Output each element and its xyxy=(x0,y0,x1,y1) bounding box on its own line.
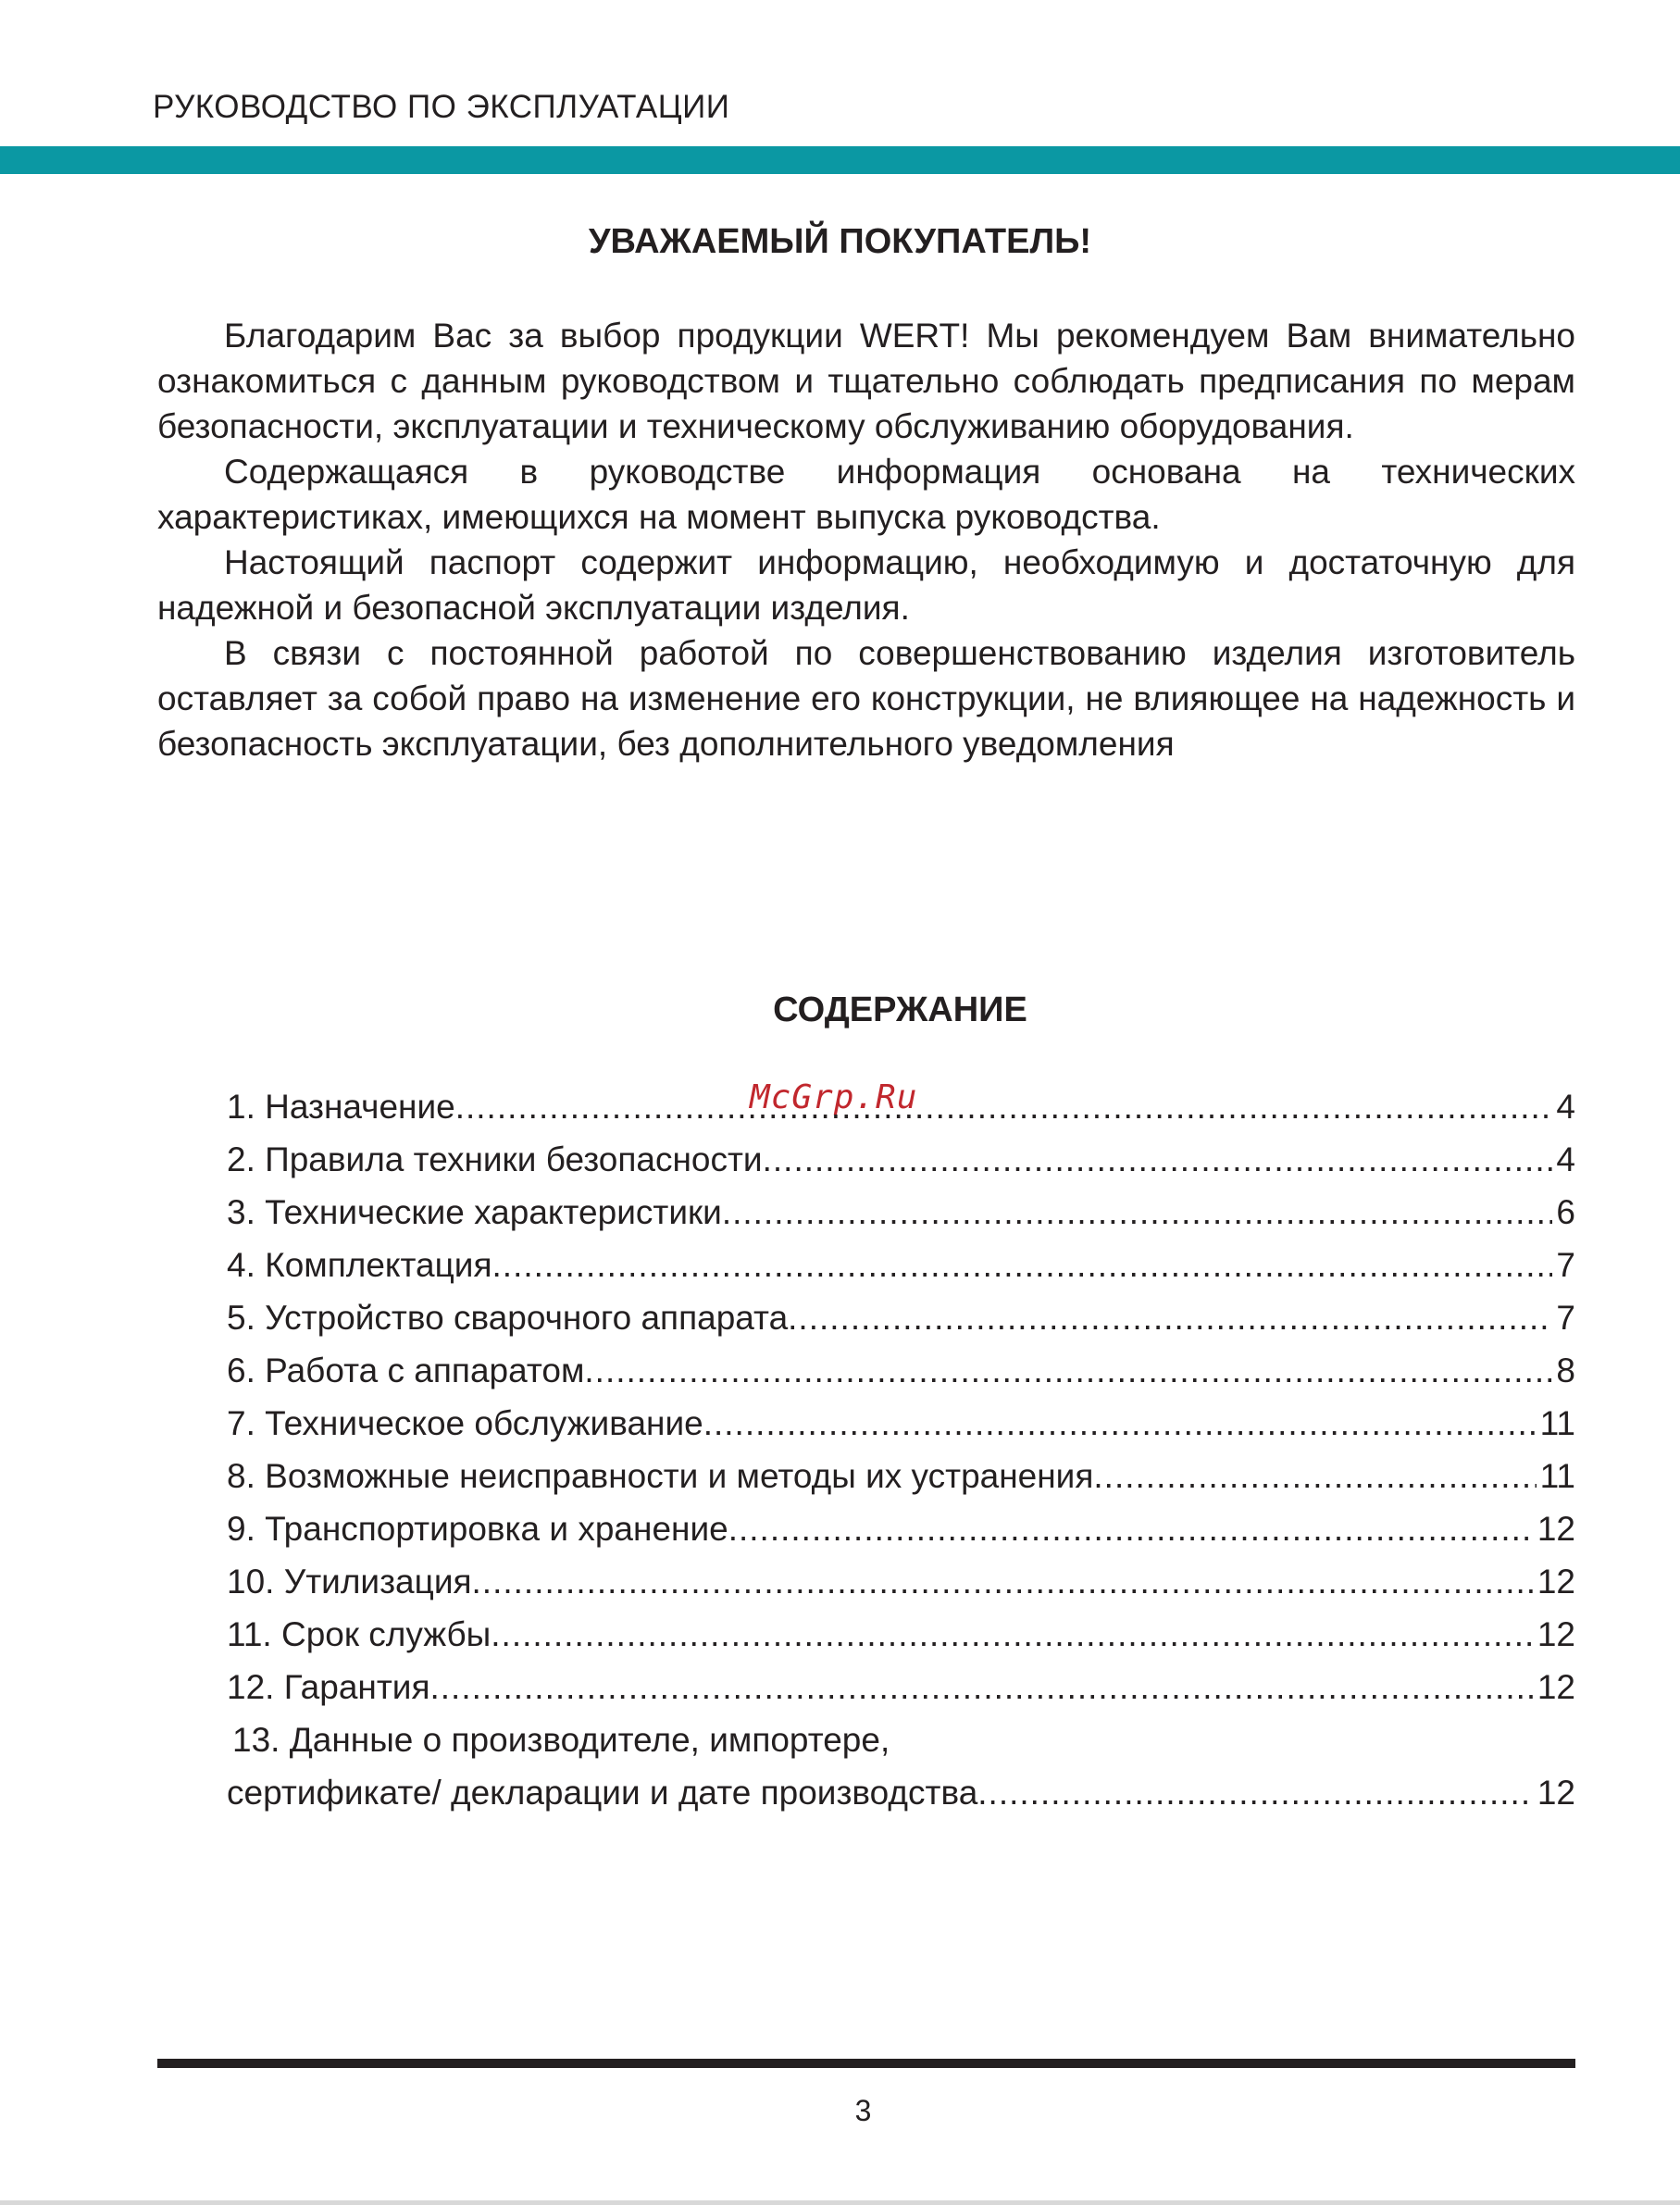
toc-leader-dots xyxy=(491,1615,1534,1654)
toc-item[interactable] xyxy=(227,1457,1575,1510)
toc-item[interactable] xyxy=(227,1615,1575,1668)
toc-item[interactable] xyxy=(227,1088,1575,1140)
toc-item-label: 7. Техническое обслуживание xyxy=(227,1404,703,1442)
toc-item-page: 12 xyxy=(1537,1615,1575,1653)
toc-item-label: 5. Устройство сварочного аппарата xyxy=(227,1299,789,1337)
toc-item-page: 11 xyxy=(1539,1457,1575,1495)
intro-paragraph: Благодарим Вас за выбор продукции WERT! Мы рекомендуем Вам внимательно ознакомиться с данным руководством и тщательно соблюдать предписания по мерам безопасности, эксплуатации и техническому обслуживанию оборудования. xyxy=(157,317,1575,445)
toc-item[interactable] xyxy=(227,1193,1575,1246)
toc-item-page: 6 xyxy=(1556,1193,1575,1231)
toc-item-label: 4. Комплектация xyxy=(227,1246,492,1284)
toc-leader-dots xyxy=(763,1140,1553,1179)
toc-item-label: сертификате/ декларации и дате производства xyxy=(227,1774,978,1812)
toc-item-page: 12 xyxy=(1537,1563,1575,1601)
toc-item-label: 6. Работа с аппаратом xyxy=(227,1352,585,1389)
toc-leader-dots xyxy=(455,1088,1553,1127)
toc-leader-dots xyxy=(977,1774,1534,1813)
toc-item[interactable] xyxy=(227,1668,1575,1721)
toc-item-label: 9. Транспортировка и хранение xyxy=(227,1510,728,1548)
toc-leader-dots xyxy=(584,1352,1552,1390)
toc-item-page: 12 xyxy=(1537,1510,1575,1548)
toc-item[interactable] xyxy=(227,1140,1575,1193)
page-bottom-edge xyxy=(0,2200,1680,2205)
toc-heading: СОДЕРЖАНИЕ xyxy=(773,990,1027,1029)
toc-item-page: 4 xyxy=(1556,1140,1575,1178)
intro-paragraph: В связи с постоянной работой по совершенствованию изделия изготовитель оставляет за собой право на изменение его конструкции, не влияющее на надежность и безопасность эксплуатации, без дополнительного уведомления xyxy=(157,634,1575,763)
intro-text xyxy=(157,313,1575,766)
toc-item-label: 1. Назначение xyxy=(227,1088,455,1126)
running-header: РУКОВОДСТВО ПО ЭКСПЛУАТАЦИИ xyxy=(153,89,730,125)
toc-item-page: 4 xyxy=(1556,1088,1575,1126)
intro-paragraph: Содержащаяся в руководстве информация основана на технических характеристиках, имеющихся на момент выпуска руководства. xyxy=(157,453,1575,536)
toc-item-page: 7 xyxy=(1556,1246,1575,1284)
toc-item[interactable] xyxy=(227,1510,1575,1563)
toc-leader-dots xyxy=(722,1193,1553,1232)
toc-item[interactable] xyxy=(227,1299,1575,1352)
toc-leader-dots xyxy=(430,1668,1534,1707)
toc-item[interactable] xyxy=(227,1774,1575,1826)
toc-leader-dots xyxy=(788,1299,1552,1338)
toc-leader-dots xyxy=(703,1404,1537,1443)
toc-item-last-line1[interactable]: 13. Данные о производителе, импортере, xyxy=(232,1721,890,1759)
toc-item-label: 3. Технические характеристики xyxy=(227,1193,722,1231)
footer-rule xyxy=(157,2059,1575,2068)
toc-item-page: 7 xyxy=(1556,1299,1575,1337)
watermark: McGrp.Ru xyxy=(750,1078,918,1116)
toc-item-label: 12. Гарантия xyxy=(227,1668,430,1706)
toc-leader-dots xyxy=(472,1563,1534,1601)
toc-leader-dots xyxy=(492,1246,1553,1285)
toc-item[interactable] xyxy=(227,1352,1575,1404)
table-of-contents xyxy=(227,1088,1575,1826)
toc-item-page: 8 xyxy=(1556,1352,1575,1389)
toc-item-page: 12 xyxy=(1537,1668,1575,1706)
toc-item[interactable] xyxy=(227,1246,1575,1299)
page-number: 3 xyxy=(854,2094,872,2127)
toc-item-label: 2. Правила техники безопасности xyxy=(227,1140,763,1178)
toc-item-label: 11. Срок службы xyxy=(227,1615,492,1653)
intro-paragraph: Настоящий паспорт содержит информацию, необходимую и достаточную для надежной и безопасной эксплуатации изделия. xyxy=(157,543,1575,627)
toc-leader-dots xyxy=(728,1510,1534,1549)
toc-item-page: 12 xyxy=(1537,1774,1575,1812)
toc-item-page: 11 xyxy=(1539,1404,1575,1442)
toc-leader-dots xyxy=(1093,1457,1536,1496)
toc-item[interactable] xyxy=(227,1563,1575,1615)
greeting-heading: УВАЖАЕМЫЙ ПОКУПАТЕЛЬ! xyxy=(588,222,1092,261)
toc-item-label: 8. Возможные неисправности и методы их устранения xyxy=(227,1457,1094,1495)
toc-item-label: 10. Утилизация xyxy=(227,1563,472,1601)
toc-item[interactable] xyxy=(227,1404,1575,1457)
header-accent-bar xyxy=(0,146,1680,174)
